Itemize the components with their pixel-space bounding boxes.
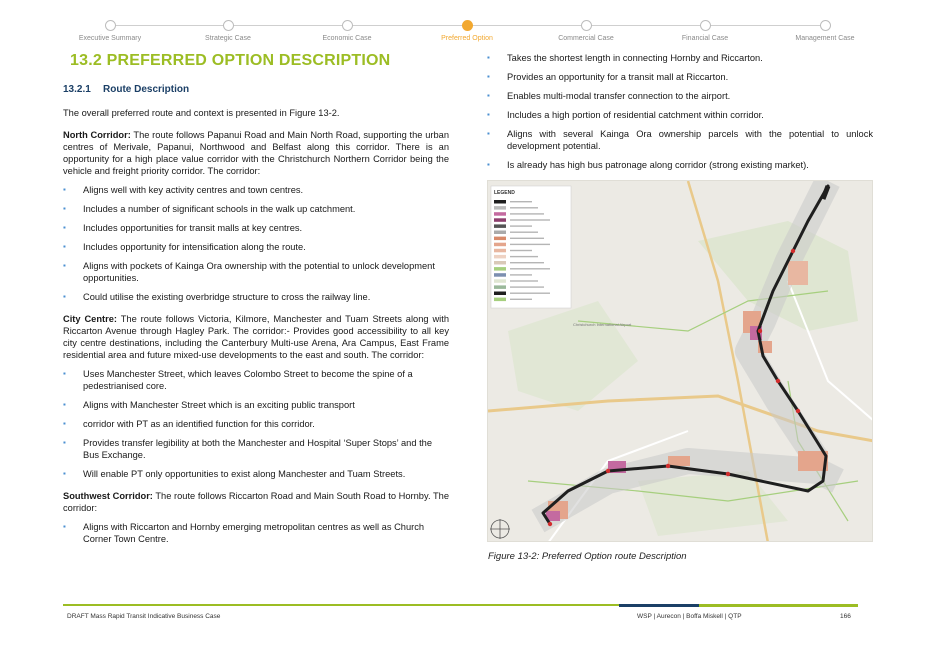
legend-swatch [494,231,506,235]
legend-entry-line [510,299,532,300]
stepper-step[interactable] [407,20,527,42]
stepper-step-label: Strategic Case [205,35,251,42]
route-map [488,181,873,542]
stop-marker [796,409,800,413]
bullet-item: ▪ Uses Manchester Street, which leaves Colombo Street to become the spine of a pedestrianised core. [63,368,449,392]
legend-entry-line [510,225,532,226]
right-column [487,52,873,171]
subsection-number: 13.2.1 [63,84,91,95]
stop-marker [758,329,762,333]
legend-swatch [494,212,506,216]
city-centre-list [63,368,449,480]
legend-entry-line [510,201,532,202]
bullet-item: ▪ Is already has high bus patronage along corridor (strong existing market). [487,159,873,171]
bullet-item: ▪ Includes a high portion of residential catchment within corridor. [487,109,873,121]
legend-swatch [494,261,506,265]
stepper-step-label: Commercial Case [558,35,614,42]
subsection-title: Route Description [103,84,190,95]
stop-marker [776,379,780,383]
stepper-step-label: Financial Case [681,35,729,42]
legend-swatch [494,255,506,259]
bullet-item: ▪ Could utilise the existing overbridge structure to cross the railway line. [63,291,449,303]
bullet-item: ▪ Aligns with several Kainga Ora ownership parcels with the potential to unlock development potential. [487,128,873,152]
legend-swatch [494,206,506,210]
stepper-dot [820,20,831,31]
stepper-step[interactable] [526,20,646,42]
legend-entry-line [510,244,550,245]
city-centre-text: The route follows Victoria, Kilmore, Manchester and Tuam Streets along with Riccarton Avenue through Hagley Park. The corridor:- Provides good accessibility to all key city centre destinations, including the Canterbury Multi-use Arena, Ara Campus, East Frame residential area and future mixed-use developments to the east and south. The corridor: [63,314,449,360]
legend-entry-line [510,286,544,287]
legend-swatch [494,267,506,271]
legend-title: LEGEND [494,190,515,196]
north-corridor-list [63,184,449,303]
stepper-dot [581,20,592,31]
stepper-dot-active [462,20,473,31]
legend-swatch [494,200,506,204]
legend-swatch [494,279,506,283]
footer-rule [63,604,858,607]
left-column [63,52,449,545]
section-title: 13.2 PREFERRED OPTION DESCRIPTION [70,52,391,69]
stepper-step[interactable] [287,20,407,42]
footer-rule-green-right [699,604,858,607]
bullet-item: ▪ Enables multi-modal transfer connection to the airport. [487,90,873,102]
stepper-step[interactable] [50,20,170,42]
stepper-dot [700,20,711,31]
bullet-item: ▪ Includes opportunities for transit malls at key centres. [63,222,449,234]
footer-rule-navy [619,604,699,607]
legend-swatch [494,292,506,296]
stepper-step-label: Executive Summary [78,35,142,42]
land-parcel [668,456,690,466]
legend-swatch [494,224,506,228]
stop-marker [606,469,610,473]
southwest-corridor-heading: Southwest Corridor: [63,491,153,501]
footer-authors: WSP | Aurecon | Boffa Miskell | QTP [637,613,742,620]
bullet-item: ▪ Takes the shortest length in connecting Hornby and Riccarton. [487,52,873,64]
subsection-heading [63,84,449,95]
legend-entry-line [510,268,550,269]
bullet-item: ▪ Includes a number of significant schools in the walk up catchment. [63,203,449,215]
city-centre-paragraph [63,313,449,361]
southwest-corridor-paragraph [63,490,449,514]
legend-swatch [494,249,506,253]
legend-entry-line [510,238,544,239]
legend-entry-line [510,219,550,220]
southwest-corridor-text: The route follows Riccarton Road and Main South Road to Hornby. The corridor: [63,491,449,513]
bullet-item: ▪ Aligns with Riccarton and Hornby emerging metropolitan centres as well as Church Corner Town Centre. [63,521,449,545]
legend-swatch [494,237,506,241]
airport-label: Christchurch International Airport [573,322,632,327]
corridor-benefits-list [487,52,873,171]
bullet-item: ▪ Aligns with Manchester Street which is an exciting public transport [63,399,449,411]
north-corridor-text: The route follows Papanui Road and Main North Road, supporting the urban centres of Merivale, Papanui, Northwood and Belfast along this corridor. There is an opportunity for a high place value corridor with the Christchurch Northern Corridor being the vehicle and freight priority corridor. The corridor: [63,130,449,176]
land-parcel [788,261,808,285]
legend-entry-line [510,207,538,208]
bullet-item: ▪ Aligns well with key activity centres and town centres. [63,184,449,196]
bullet-item: ▪ Includes opportunity for intensification along the route. [63,241,449,253]
stepper-step[interactable] [168,20,288,42]
stepper-step-label: Economic Case [322,35,372,42]
stepper-step-label: Preferred Option [441,35,493,42]
stop-marker [666,464,670,468]
stepper-step-label: Management Case [795,35,855,42]
bullet-item: ▪ corridor with PT as an identified function for this corridor. [63,418,449,430]
legend-entry-line [510,256,538,257]
legend-swatch [494,218,506,222]
city-centre-heading: City Centre: [63,314,118,324]
progress-stepper [60,17,870,47]
bullet-item: ▪ Will enable PT only opportunities to exist along Manchester and Tuam Streets. [63,468,449,480]
map-legend [491,186,571,308]
bullet-item: ▪ Provides an opportunity for a transit mall at Riccarton. [487,71,873,83]
stepper-step[interactable] [645,20,765,42]
legend-entry-line [510,232,538,233]
north-corridor-heading: North Corridor: [63,130,131,140]
legend-swatch [494,243,506,247]
legend-entry-line [510,274,532,275]
stepper-dot [223,20,234,31]
legend-entry-line [510,293,550,294]
figure-caption: Figure 13-2: Preferred Option route Description [488,551,687,562]
bullet-item: ▪ Aligns with pockets of Kainga Ora ownership with the potential to unlock development opportunities. [63,260,449,284]
stepper-dot [342,20,353,31]
route-map-figure [487,180,873,542]
legend-entry-line [510,213,544,214]
legend-entry-line [510,250,532,251]
page-number: 166 [840,613,851,620]
stop-marker [726,472,730,476]
legend-swatch [494,285,506,289]
footer-document-title: DRAFT Mass Rapid Transit Indicative Business Case [67,613,221,620]
stop-marker [548,522,552,526]
north-corridor-paragraph [63,129,449,177]
legend-entry-line [510,280,538,281]
southwest-corridor-list [63,521,449,545]
legend-entry-line [510,262,544,263]
stepper-dot [105,20,116,31]
stepper-step[interactable] [765,20,885,42]
legend-swatch [494,273,506,277]
bullet-item: ▪ Provides transfer legibility at both the Manchester and Hospital ‘Super Stops’ and the Bus Exchange. [63,437,449,461]
intro-paragraph: The overall preferred route and context is presented in Figure 13-2. [63,108,340,118]
footer-rule-green [63,604,619,606]
legend-swatch [494,298,506,302]
stop-marker [791,249,795,253]
